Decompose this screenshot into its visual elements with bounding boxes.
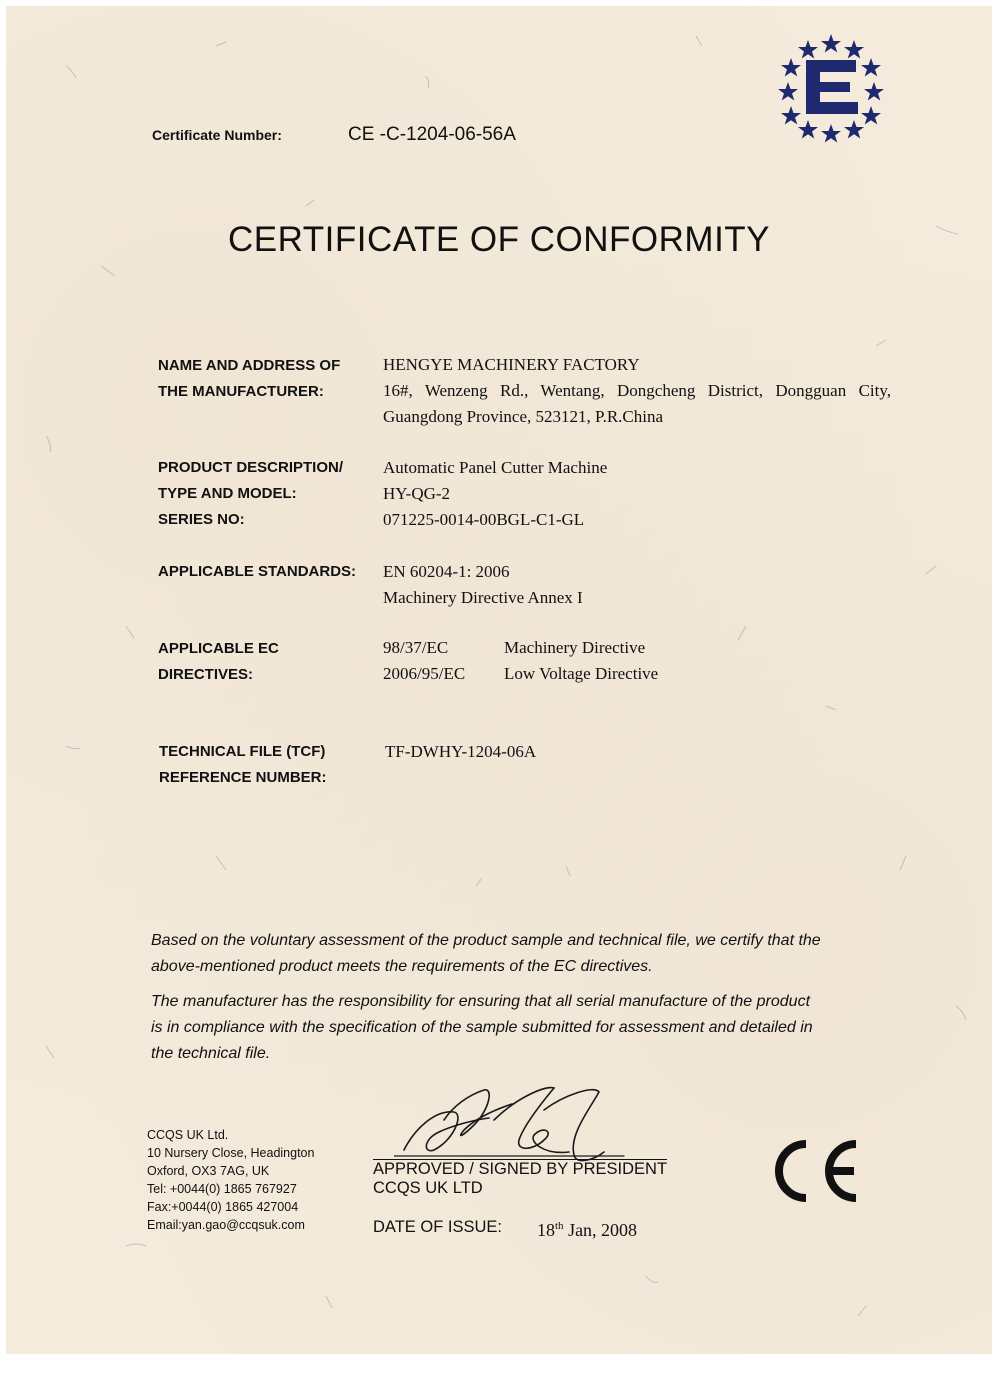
directive-code: 2006/95/EC [383, 664, 466, 683]
date-rest: Jan, 2008 [563, 1220, 638, 1240]
directives-list [383, 635, 658, 687]
statement-paragraph-1 [151, 928, 821, 980]
directive-row [383, 635, 658, 661]
manufacturer-name: HENGYE MACHINERY FACTORY [383, 355, 640, 374]
product-label-line3: SERIES NO: [158, 511, 245, 528]
directive-row [383, 661, 658, 687]
product-model: HY-QG-2 [383, 484, 451, 503]
signature-icon [394, 1080, 644, 1170]
statement-1-line1: Based on the voluntary assessment of the product sample and technical file, we certify that the [151, 932, 821, 949]
technical-file-label [159, 739, 327, 791]
standards-line2: Machinery Directive Annex I [383, 588, 583, 607]
standards-line1: EN 60204-1: 2006 [383, 562, 510, 581]
manufacturer-address-line1: 16#, Wenzeng Rd., Wentang, Dongcheng District, Dongguan City, [383, 381, 891, 400]
directive-name: Low Voltage Directive [504, 664, 659, 683]
certificate-number-label: Certificate Number: [152, 127, 282, 143]
approval-block [373, 1160, 667, 1198]
certificate-page [6, 6, 992, 1354]
directives-label-line2: DIRECTIVES: [158, 666, 254, 683]
statement-2-line3: the technical file. [151, 1045, 271, 1062]
directive-name: Machinery Directive [504, 638, 646, 657]
page-title: CERTIFICATE OF CONFORMITY [227, 220, 771, 259]
issuer-tel: Tel: +0044(0) 1865 767927 [147, 1182, 297, 1196]
e-stars-logo [774, 32, 888, 144]
issuer-city: Oxford, OX3 7AG, UK [147, 1164, 270, 1178]
directives-label [158, 636, 279, 688]
technical-file-value: TF-DWHY-1204-06A [385, 742, 537, 761]
approval-line2: CCQS UK LTD [373, 1179, 483, 1197]
directives-label-line1: APPLICABLE EC [158, 640, 279, 657]
signature-svg [394, 1080, 644, 1170]
manufacturer-label-line1: NAME AND ADDRESS OF [158, 357, 341, 374]
issuer-email: Email:yan.gao@ccqsuk.com [147, 1218, 305, 1232]
product-label [158, 455, 343, 533]
product-series: 071225-0014-00BGL-C1-GL [383, 510, 585, 529]
statement-2-line2: is in compliance with the specification of the sample submitted for assessment and detailed in [151, 1019, 813, 1036]
e-stars-logo-svg [774, 32, 888, 144]
statement-1-line2: above-mentioned product meets the requirements of the EC directives. [151, 958, 653, 975]
issuer-street: 10 Nursery Close, Headington [147, 1146, 315, 1160]
issuer-company: CCQS UK Ltd. [147, 1128, 229, 1142]
statement-2-line1: The manufacturer has the responsibility for ensuring that all serial manufacture of the product [151, 993, 811, 1010]
technical-file-label-line1: TECHNICAL FILE (TCF) [159, 743, 326, 760]
date-value [537, 1215, 637, 1241]
product-description: Automatic Panel Cutter Machine [383, 458, 608, 477]
product-label-line2: TYPE AND MODEL: [158, 485, 297, 502]
date-label: DATE OF ISSUE: [373, 1218, 502, 1236]
manufacturer-value [383, 352, 891, 430]
ce-mark-icon [766, 1136, 864, 1206]
certificate-number-value: CE -C-1204-06-56A [348, 124, 516, 145]
product-label-line1: PRODUCT DESCRIPTION/ [158, 459, 344, 476]
date-day: 18 [537, 1220, 555, 1240]
manufacturer-label [158, 353, 340, 405]
technical-file-label-line2: REFERENCE NUMBER: [159, 769, 327, 786]
approval-line1: APPROVED / SIGNED BY PRESIDENT [373, 1160, 668, 1178]
date-suffix: th [555, 1220, 564, 1232]
manufacturer-label-line2: THE MANUFACTURER: [158, 383, 324, 400]
statement-paragraph-2 [151, 989, 813, 1067]
product-value [383, 455, 607, 533]
manufacturer-address-line2: Guangdong Province, 523121, P.R.China [383, 407, 664, 426]
ce-mark-svg [766, 1136, 864, 1206]
standards-value [383, 559, 583, 611]
standards-label: APPLICABLE STANDARDS: [158, 563, 357, 580]
issuer-address [147, 1126, 314, 1234]
issuer-fax: Fax:+0044(0) 1865 427004 [147, 1200, 299, 1214]
directive-code: 98/37/EC [383, 638, 449, 657]
